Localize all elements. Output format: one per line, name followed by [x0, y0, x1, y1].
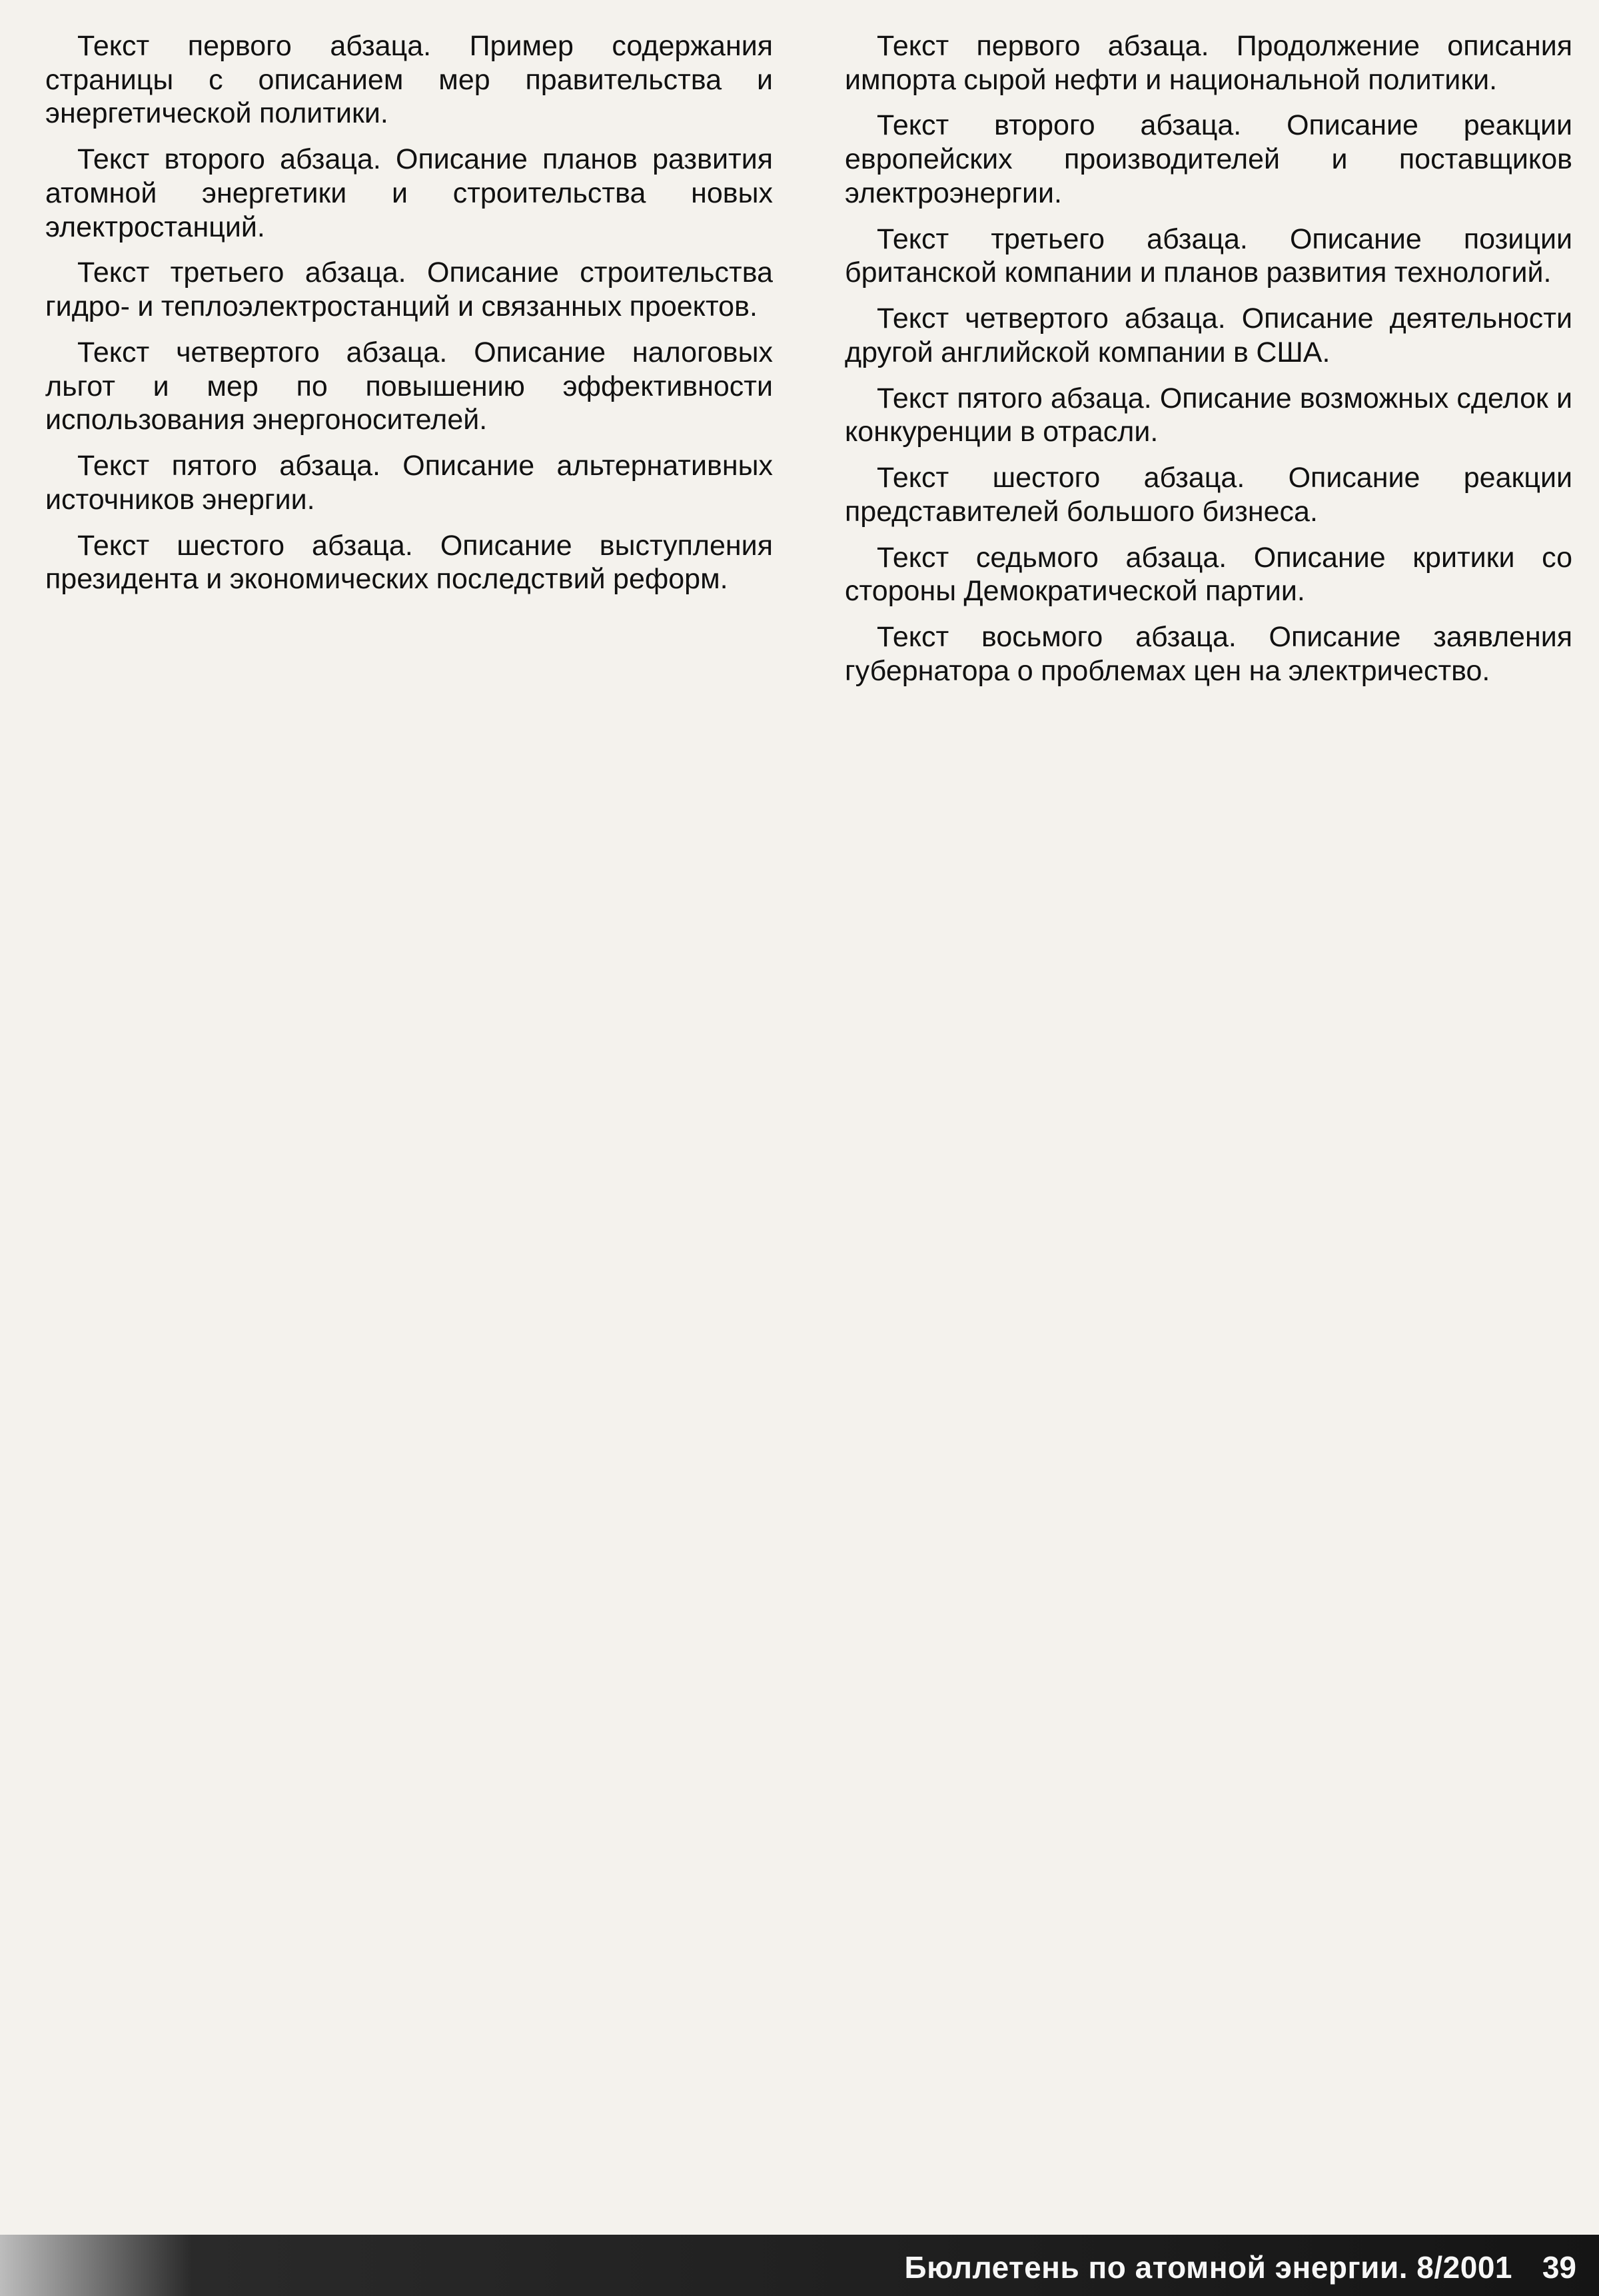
right-paragraph-5: Текст пятого абзаца. Описание возможных сделок и конкуренции в отрасли. — [845, 382, 1572, 448]
right-paragraph-6: Текст шестого абзаца. Описание реакции представителей большого бизнеса. — [845, 462, 1572, 528]
right-paragraph-7: Текст седьмого абзаца. Описание критики со стороны Демократической партии. — [845, 541, 1572, 608]
right-paragraph-3: Текст третьего абзаца. Описание позиции британской компании и планов развития технологий. — [845, 223, 1572, 289]
left-paragraph-6: Текст шестого абзаца. Описание выступления президента и экономических последствий реформ. — [45, 529, 773, 596]
right-paragraph-1: Текст первого абзаца. Продолжение описания импорта сырой нефти и национальной политики. — [845, 30, 1572, 96]
article-columns — [45, 29, 1572, 2235]
left-paragraph-3: Текст третьего абзаца. Описание строительства гидро- и теплоэлектростанций и связанных проектов. — [45, 257, 773, 323]
left-paragraph-4: Текст четвертого абзаца. Описание налоговых льгот и мер по повышению эффективности использования энергоносителей. — [45, 336, 773, 436]
footer-title: Бюллетень по атомной энергии. 8/2001 — [904, 2250, 1512, 2285]
right-paragraph-2: Текст второго абзаца. Описание реакции европейских производителей и поставщиков электроэнергии. — [845, 109, 1572, 209]
right-paragraph-8: Текст восьмого абзаца. Описание заявления губернатора о проблемах цен на электричество. — [845, 621, 1572, 687]
left-column — [45, 29, 773, 2235]
right-paragraph-4: Текст четвертого абзаца. Описание деятельности другой английской компании в США. — [845, 302, 1572, 368]
page-number: 39 — [1542, 2250, 1576, 2285]
left-paragraph-5: Текст пятого абзаца. Описание альтернативных источников энергии. — [45, 450, 773, 516]
footer-bar — [0, 2235, 1599, 2296]
left-paragraph-2: Текст второго абзаца. Описание планов развития атомной энергетики и строительства новых электростанций. — [45, 143, 773, 243]
left-paragraph-1: Текст первого абзаца. Пример содержания страницы с описанием мер правительства и энергетической политики. — [45, 30, 773, 130]
right-column — [845, 29, 1572, 2235]
